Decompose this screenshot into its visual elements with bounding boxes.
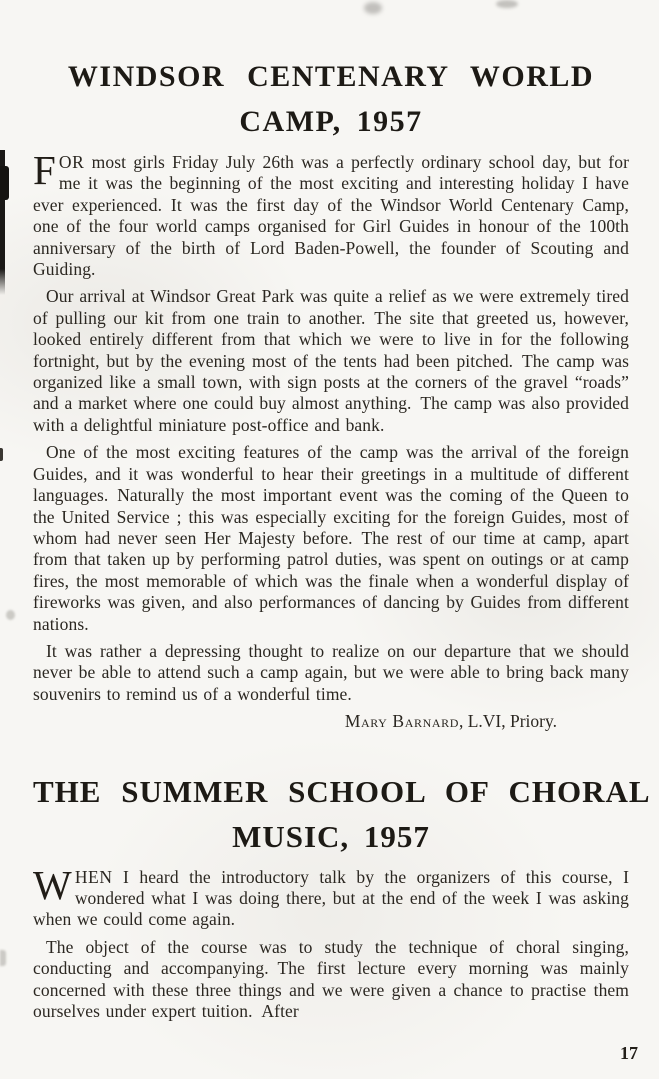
paragraph bbox=[33, 147, 629, 280]
scan-smudge bbox=[364, 2, 382, 14]
scan-smudge bbox=[496, 0, 518, 8]
author-suffix: , L.VI, Priory. bbox=[458, 711, 557, 732]
byline bbox=[33, 711, 629, 732]
paragraph bbox=[33, 641, 629, 705]
lead-caps: HEN bbox=[74, 866, 113, 887]
title-line-1: WINDSOR CENTENARY WORLD bbox=[67, 60, 595, 93]
paragraph bbox=[33, 442, 629, 635]
scan-speck bbox=[6, 610, 15, 620]
lead-caps: OR bbox=[58, 152, 85, 172]
scan-speck bbox=[0, 950, 6, 966]
scan-speck bbox=[0, 448, 3, 461]
scan-edge-artifact bbox=[0, 166, 9, 200]
article-title-summer-school bbox=[33, 769, 651, 859]
text-column bbox=[33, 54, 651, 1028]
title-line-2: MUSIC, 1957 bbox=[232, 818, 430, 854]
article-title-windsor-camp bbox=[33, 54, 629, 144]
title-line-1: THE SUMMER SCHOOL OF CHORAL bbox=[33, 773, 651, 809]
title-line-2: CAMP, 1957 bbox=[239, 105, 423, 138]
paragraph-text: It was rather a depressing thought to realize on our departure that we should never be able to attend such a camp again, but we were able to bring back many souvenirs to remind us of a wonderful time. bbox=[33, 640, 629, 704]
author-name: Mary Barnard bbox=[344, 711, 459, 732]
paragraph-text: One of the most exciting features of the camp was the arrival of the foreign Guides, and it was wonderful to hear their greetings in a multitude of different languages. Naturally the most important event was the coming of the Queen to the United Service ; this was especially exciting for the foreign Guides, most of whom had never seen Her Majesty before. The rest of our time at camp, apart from that taken up by performing patrol duties, was spent on outings or at camp fires, the most memorable of which was the finale when a wonderful display of fireworks was given, and also performances of dancing by Guides from different nations. bbox=[33, 442, 629, 634]
paragraph-text: most girls Friday July 26th was a perfectly ordinary school day, but for me it was the beginning of the most exciting and interesting holiday I have ever experienced. It was the first day of the Windsor World Centenary Camp, one of the four world camps organised for Girl Guides in honour of the 100th anniversary of the birth of Lord Baden-Powell, the founder of Scouting and Guiding. bbox=[33, 152, 629, 280]
paragraph-text: I heard the introductory talk by the organizers of this course, I wondered what I was doing there, but at the end of the week I was asking when we could come again. bbox=[33, 866, 629, 930]
drop-cap: F bbox=[33, 147, 56, 193]
paragraph-text: Our arrival at Windsor Great Park was quite a relief as we were extremely tired of pulling our kit from one train to another. The site that greeted us, however, looked entirely different from that which we were to live in for the following fortnight, but by the evening most of the tents had been pitched. The camp was organized like a small town, with sign posts at the corners of the gravel “roads” and a market where one could buy almost anything. The camp was also provided with a delightful miniature post-office and bank. bbox=[33, 286, 629, 435]
page-number: 17 bbox=[620, 1043, 638, 1063]
paragraph-text: The object of the course was to study the technique of choral singing, conducting and accompanying. The first lecture every morning was mainly concerned with these three things and we were given a chance to practise them ourselves under expert tuition. After bbox=[33, 936, 629, 1021]
paragraph bbox=[33, 937, 629, 1023]
paragraph bbox=[33, 286, 629, 436]
drop-cap: W bbox=[33, 861, 72, 908]
paragraph bbox=[33, 861, 629, 931]
